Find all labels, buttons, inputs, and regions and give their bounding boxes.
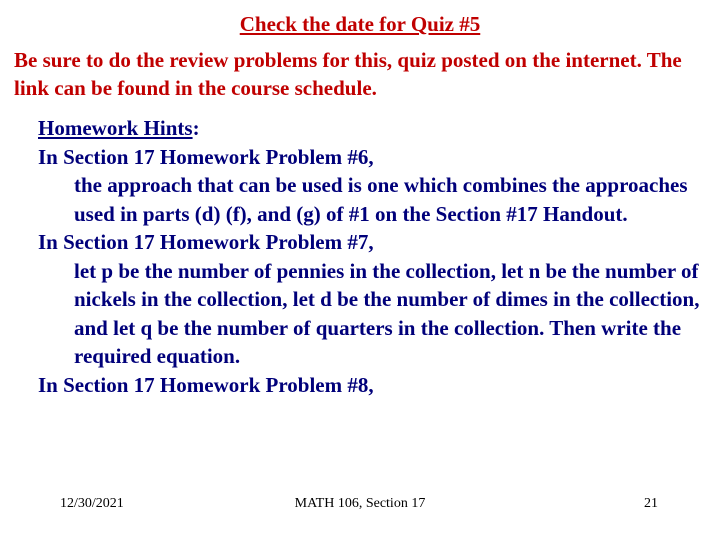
hint-heading: In Section 17 Homework Problem #8, — [38, 372, 374, 397]
hint-item — [38, 143, 708, 229]
intro-paragraph: Be sure to do the review problems for this, quiz posted on the internet. The link can be found in the course schedule. — [14, 48, 682, 100]
hint-heading: In Section 17 Homework Problem #6, — [38, 144, 374, 169]
hints-heading: Homework Hints — [38, 116, 193, 140]
hint-item — [38, 371, 708, 400]
hints-section — [38, 114, 708, 399]
hint-heading: In Section 17 Homework Problem #7, — [38, 230, 374, 254]
hint-text: the approach that can be used is one which combines the approaches used in parts (d) (f), and (g) of #1 on the Section #17 Handout. — [74, 173, 688, 226]
footer-course: MATH 106, Section 17 — [294, 496, 426, 511]
footer-date: 12/30/2021 — [60, 496, 124, 511]
hints-heading-line — [38, 114, 708, 143]
footer-page-number: 21 — [644, 496, 658, 511]
hint-text: let p be the number of pennies in the collection, let n be the number of nickels in the collection, let d be the number of dimes in the collection, and let q be the number of quarters in the collection. Then write the required equation. — [74, 258, 700, 368]
hints-heading-colon: : — [192, 116, 200, 140]
hint-item — [38, 228, 708, 371]
slide-title: Check the date for Quiz #5 — [239, 12, 481, 36]
